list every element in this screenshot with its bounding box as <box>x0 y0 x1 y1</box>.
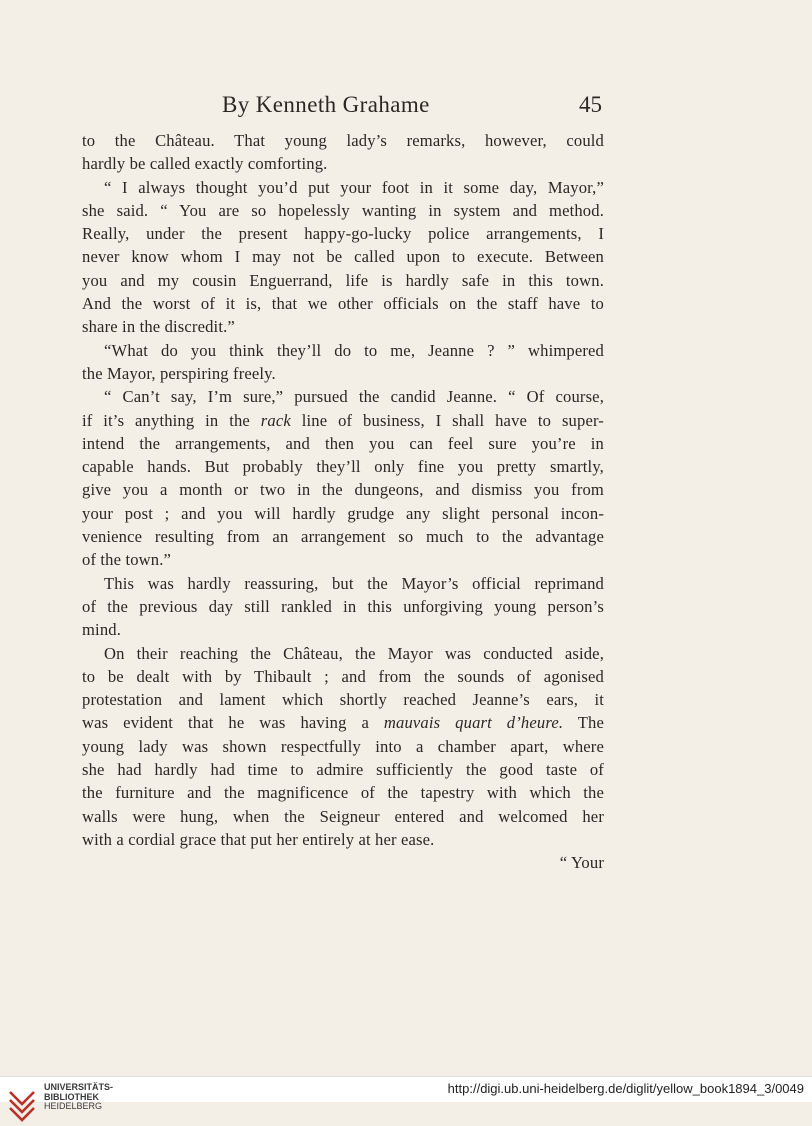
text-line: Really, under the present happy-go-lucky police arrangements, I <box>82 224 604 244</box>
text-line: walls were hung, when the Seigneur entered and welcomed her <box>82 806 604 826</box>
text-line: mind. <box>82 620 122 640</box>
text-line: to be dealt with by Thibault ; and from the sounds of agonised <box>82 666 604 686</box>
text-line: And the worst of it is, that we other officials on the staff have to <box>82 294 604 314</box>
text-line: “ Your <box>559 853 604 873</box>
text-line: your post ; and you will hardly grudge any slight personal incon- <box>82 503 604 523</box>
text-line: she had hardly had time to admire sufficiently the good taste of <box>82 760 604 780</box>
text-line: she said. “ You are so hopelessly wanting in system and method. <box>82 200 604 220</box>
text-line: This was hardly reassuring, but the Mayor’s official reprimand <box>104 573 604 593</box>
text-line: never know whom I may not be called upon to execute. Between <box>82 247 604 267</box>
text-line: On their reaching the Château, the Mayor was conducted aside, <box>104 643 604 663</box>
page-header <box>82 92 602 122</box>
text-line: if it’s anything in the rack line of business, I shall have to super- <box>82 410 604 430</box>
library-line2: BIBLIOTHEK <box>44 1091 99 1102</box>
text-line: of the town.” <box>82 550 172 570</box>
library-logo-icon <box>6 1086 38 1126</box>
library-line1: UNIVERSITÄTS- <box>44 1082 114 1092</box>
body-text <box>82 129 604 875</box>
text-line: give you a month or two in the dungeons, and dismiss you from <box>82 480 604 500</box>
text-line: to the Château. That young lady’s remarks, however, could <box>82 131 604 150</box>
text-line: the Mayor, perspiring freely. <box>82 363 276 383</box>
text-line: venience resulting from an arrangement so much to the advantage <box>82 527 604 547</box>
text-line: hardly be called exactly comforting. <box>82 154 328 174</box>
text-line: protestation and lament which shortly reached Jeanne’s ears, it <box>82 690 604 710</box>
running-title: By Kenneth Grahame <box>222 92 430 117</box>
text-line: “ Can’t say, I’m sure,” pursued the candid Jeanne. “ Of course, <box>104 387 604 407</box>
text-line: the furniture and the magnificence of the tapestry with which the <box>82 783 604 803</box>
text-line: capable hands. But probably they’ll only fine you pretty smartly, <box>82 457 604 477</box>
text-line: share in the discredit.” <box>82 317 235 337</box>
text-line: young lady was shown respectfully into a chamber apart, where <box>82 736 604 756</box>
text-line: you and my cousin Enguerrand, life is hardly safe in this town. <box>82 270 604 290</box>
text-line: “What do you think they’ll do to me, Jeanne ? ” whimpered <box>104 340 604 360</box>
source-url[interactable]: http://digi.ub.uni-heidelberg.de/diglit/yellow_book1894_3/0049 <box>447 1081 804 1096</box>
library-name <box>44 1083 113 1112</box>
text-line: with a cordial grace that put her entirely at her ease. <box>82 829 435 849</box>
text-line: of the previous day still rankled in this unforgiving young person’s <box>82 596 604 616</box>
text-line: was evident that he was having a mauvais quart d’heure. The <box>82 713 605 733</box>
text-line: intend the arrangements, and then you can feel sure you’re in <box>82 433 604 453</box>
library-line3: HEIDELBERG <box>44 1101 103 1111</box>
text-line: “ I always thought you’d put your foot in it some day, Mayor,” <box>104 177 604 197</box>
page-number: 45 <box>579 92 602 117</box>
